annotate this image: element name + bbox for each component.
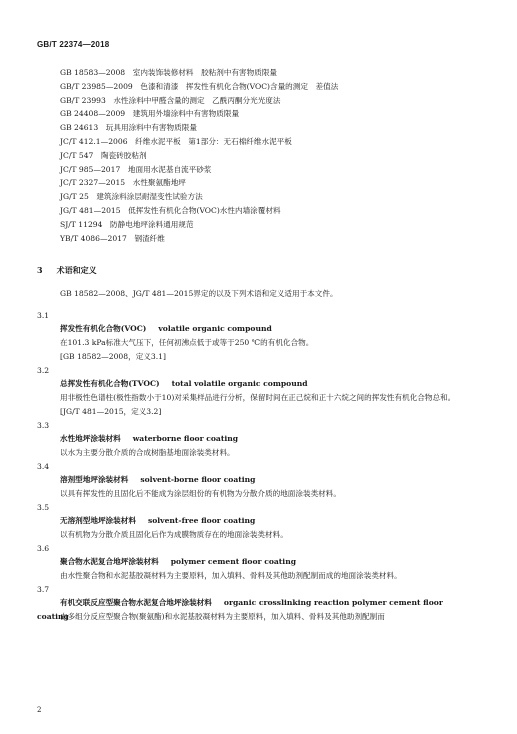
term-title-en: total volatile organic compound	[171, 379, 308, 388]
term-definition: 由水性聚合物和水泥基胶凝材料为主要原料，加入填料、骨料及其他助剂配制而成的地面涂装类材料。	[60, 571, 402, 580]
reference-item: GB 18583—2008 室内装饰装修材料 胶粘剂中有害物质限量	[60, 68, 278, 77]
terms-list	[37, 309, 477, 624]
term-entry	[37, 419, 477, 460]
term-entry	[37, 309, 477, 364]
term-title-en: volatile organic compound	[158, 324, 272, 333]
term-definition: 用非极性色谱柱(极性指数小于10)对采集样品进行分析，保留时间在正己烷和正十六烷之间的挥发性有机化合物总和。	[60, 393, 456, 402]
section-number: 3	[37, 265, 43, 275]
reference-item: GB 24613 玩具用涂料中有害物质限量	[60, 123, 197, 133]
term-number: 3.7	[37, 585, 50, 594]
reference-item: JC/T 412.1—2006 纤维水泥平板 第1部分：无石棉纤维水泥平板	[60, 136, 292, 146]
term-number: 3.6	[37, 544, 50, 553]
reference-item: JG/T 481—2015 低挥发性有机化合物(VOC)水性内墙涂覆材料	[60, 205, 281, 215]
section-heading	[37, 265, 97, 276]
reference-item: JC/T 985—2017 地面用水泥基自流平砂浆	[60, 164, 212, 174]
term-definition: 以具有挥发性的且固化后不能成为涂层组份的有机物为分散介质的地面涂装类材料。	[60, 489, 341, 498]
reference-item: JC/T 547 陶瓷砖胶粘剂	[60, 150, 147, 160]
reference-item: GB 24408—2009 建筑用外墙涂料中有害物质限量	[60, 109, 240, 119]
term-title	[37, 473, 477, 487]
normative-references-list	[60, 66, 490, 245]
term-entry	[37, 501, 477, 542]
term-title-zh: 有机交联反应型聚合物水泥复合地坪涂装材料	[60, 598, 212, 607]
term-title-en: waterborne floor coating	[132, 434, 239, 443]
reference-item: JC/T 2327—2015 水性聚氨酯地坪	[60, 178, 186, 188]
section-intro: GB 18582—2008、JG/T 481—2015界定的以及下列术语和定义适用于本文件。	[60, 289, 338, 298]
term-source: [JG/T 481—2015，定义3.2]	[60, 407, 162, 416]
term-title-zh: 无溶剂型地坪涂装材料	[60, 516, 136, 525]
term-number: 3.4	[37, 462, 50, 471]
term-title	[37, 322, 477, 336]
term-definition: 由多组分反应型聚合物(聚氨酯)和水泥基胶凝材料为主要原料，加入填料、骨料及其他助剂配制而	[60, 612, 385, 621]
term-title-zh: 总挥发性有机化合物(TVOC)	[60, 379, 160, 388]
section-title: 术语和定义	[56, 265, 97, 275]
standard-header: GB/T 22374—2018	[37, 40, 110, 49]
term-title-en: polymer cement floor coating	[170, 557, 297, 566]
term-title-zh: 挥发性有机化合物(VOC)	[60, 324, 147, 333]
term-definition: 在101.3 kPa标准大气压下，任何初沸点低于或等于250 ℃的有机化合物。	[60, 338, 314, 347]
term-number: 3.2	[37, 366, 50, 375]
reference-item: YB/T 4086—2017 钢渣纤维	[60, 233, 165, 243]
term-title-en: organic crosslinking reaction polymer cement floor coating	[37, 598, 443, 621]
term-title	[37, 514, 477, 528]
term-entry	[37, 460, 477, 501]
reference-item: GB/T 23985—2009 色漆和清漆 挥发性有机化合物(VOC)含量的测定 差值法	[60, 81, 339, 91]
term-title-zh: 溶剂型地坪涂装材料	[60, 475, 129, 484]
term-number: 3.3	[37, 421, 50, 430]
term-entry	[37, 364, 477, 419]
reference-item: JG/T 25 建筑涂料涂层耐湿变性试验方法	[60, 192, 203, 202]
reference-item: SJ/T 11294 防静电地坪涂料通用规范	[60, 219, 194, 229]
term-title	[37, 555, 477, 569]
term-entry	[37, 542, 477, 583]
term-title	[37, 432, 477, 446]
reference-item: GB/T 23993 水性涂料中甲醛含量的测定 乙酰丙酮分光光度法	[60, 95, 281, 105]
term-title-zh: 水性地坪涂装材料	[60, 434, 121, 443]
term-definition: 以水为主要分散介质的合成树脂基地面涂装类材料。	[60, 448, 235, 457]
term-title-en: solvent-borne floor coating	[140, 475, 256, 484]
term-number: 3.5	[37, 503, 50, 512]
term-number: 3.1	[37, 311, 50, 320]
term-source: [GB 18582—2008，定义3.1]	[60, 352, 166, 361]
term-title-en: solvent-free floor coating	[147, 516, 256, 525]
term-title	[37, 377, 477, 391]
page-number: 2	[37, 706, 42, 714]
term-title-zh: 聚合物水泥复合地坪涂装材料	[60, 557, 159, 566]
term-definition: 以有机物为分散介质且固化后作为成膜物质存在的地面涂装类材料。	[60, 530, 288, 539]
term-entry	[37, 583, 477, 624]
